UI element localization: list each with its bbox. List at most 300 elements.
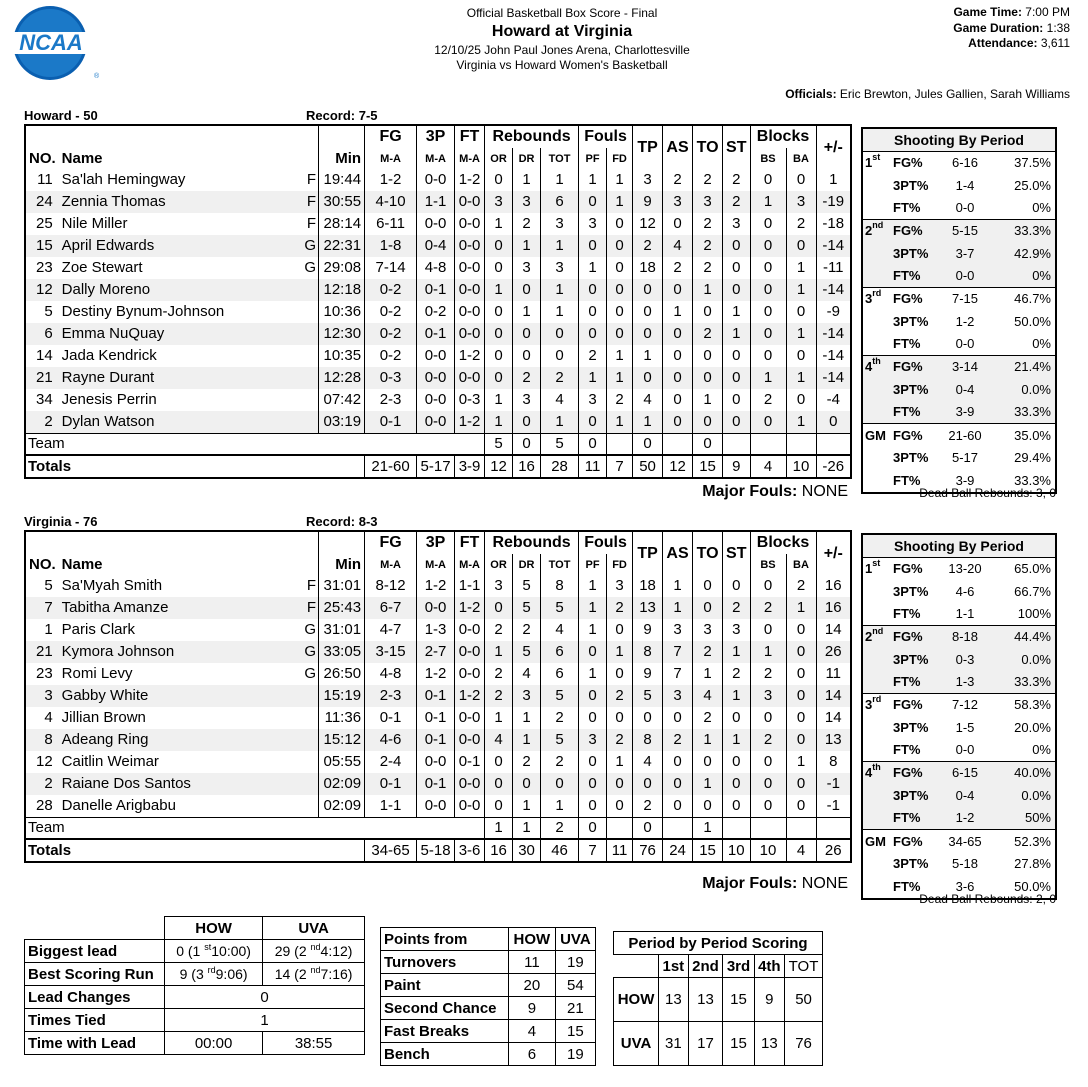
sbp-percent: 21.4% [995,356,1055,379]
player-position [301,367,318,389]
player-name: Paris Clark [61,621,136,638]
stat-cell: 0 [663,707,693,729]
stat-cell: 1 [485,279,513,301]
stat-cell: 2 [607,389,633,411]
stat-cell: 0 [579,191,607,213]
time-lead-uva: 38:55 [263,1032,365,1055]
sbp-row [863,242,1055,265]
stat-cell: 2-7 [417,641,455,663]
sbp-row [863,580,1055,603]
player-number: 23 [35,259,53,276]
stat-cell: 2 [663,169,693,191]
col-plusminus: +/- [816,126,850,169]
sbp-title: Shooting By Period [863,129,1055,152]
period-header: 1st [659,955,689,978]
period-team: HOW [614,978,659,1022]
stat-cell: 0 [485,795,513,817]
sbp-made-attempted: 7-15 [935,288,995,311]
stat-cell: 0-0 [455,191,485,213]
stat-cell: 2-4 [365,751,417,773]
player-position: G [304,665,317,682]
stat-cell: -14 [816,367,850,389]
stat-cell: 8 [541,575,579,597]
stat-cell: 0-0 [455,773,485,795]
stat-cell: 1-8 [365,235,417,257]
player-number: 15 [26,235,59,257]
stat-cell: 0 [633,323,663,345]
stat-cell: 8 [633,641,663,663]
stat-cell: 0 [786,707,816,729]
points-from-category: Paint [381,974,509,997]
sbp-stat-label: FT% [893,336,921,352]
points-from-how: 20 [509,974,556,997]
stat-cell: 0 [723,707,750,729]
stat-cell: 1 [513,235,541,257]
stat-cell: 0 [786,619,816,641]
stat-cell: 0-1 [417,773,455,795]
sbp-row [863,671,1055,694]
stat-cell: 2 [633,795,663,817]
period-scoring-title: Period by Period Scoring [614,932,823,955]
totals-stat-cell: 10 [750,839,786,861]
biggest-lead-uva: 29 (2 $^{nd}$4:12) [263,940,365,963]
stat-cell: 1 [579,663,607,685]
player-name: Sa'Myah Smith [61,577,163,594]
team-stat-cell [750,817,786,839]
totals-stat-cell: 11 [579,455,607,477]
sbp-stat-label: 3PT% [893,583,929,599]
stat-cell: 0 [607,279,633,301]
sbp-made-attempted: 1-2 [935,807,995,830]
stat-cell: 0 [750,323,786,345]
totals-stat-cell: 5-18 [417,839,455,861]
stat-cell: 1 [633,345,663,367]
player-number: 25 [35,215,53,232]
player-name: Jillian Brown [61,709,146,726]
stat-cell: 26 [816,641,850,663]
stat-cell: 2 [786,213,816,235]
stat-cell: 2 [485,685,513,707]
col-min: Min [319,554,365,575]
player-position [301,685,318,707]
team-stat-cell: 1 [513,817,541,839]
game-venue: 12/10/25 John Paul Jones Arena, Charlottesville [434,43,690,57]
player-name: April Edwards [59,235,302,257]
stat-cell: 0 [513,773,541,795]
stat-cell: 0 [786,685,816,707]
stat-cell: 1 [541,795,579,817]
player-row [26,389,850,411]
summary-uva-header: UVA [263,917,365,940]
col-ft: FT [455,532,485,554]
stat-cell: 0 [786,345,816,367]
stat-cell: 0 [816,411,850,433]
col-ft: FT [455,126,485,148]
stat-cell: 0-0 [417,169,455,191]
stat-cell: 1-2 [455,411,485,433]
sbp-row [863,762,1055,785]
player-position [301,773,318,795]
sbp-period [863,875,891,898]
svg-text:®: ® [94,73,100,80]
stat-cell: 0-1 [417,707,455,729]
stat-cell: 18 [633,257,663,279]
stat-cell: 4-10 [365,191,417,213]
stat-cell: 0 [786,729,816,751]
stat-cell: 0 [513,411,541,433]
sbp-period [863,717,891,740]
totals-stat-cell: 9 [723,455,750,477]
stat-cell: 0-2 [417,301,455,323]
stat-cell: 0 [786,773,816,795]
player-name: Raiane Dos Santos [59,773,302,795]
sbp-percent: 52.3% [995,830,1055,853]
stat-cell: 0 [693,411,723,433]
stat-cell: 0 [607,795,633,817]
stat-cell: 3 [663,685,693,707]
stat-cell: 9 [633,663,663,685]
stat-cell: 0 [723,773,750,795]
team-stat-cell: 0 [579,817,607,839]
stat-cell: 1 [723,729,750,751]
period-score: 17 [688,1022,723,1066]
game-subtitle: Virginia vs Howard Women's Basketball [456,58,668,72]
stat-cell: 0 [607,301,633,323]
col-min: Min [319,148,365,169]
col-3p: 3P [417,126,455,148]
best-run-how: 9 (3 $^{rd}$9:06) [165,963,263,986]
stat-cell: 3 [693,191,723,213]
sbp-made-attempted: 8-18 [935,626,995,649]
stat-cell: 3 [579,389,607,411]
sbp-stat-label: 3PT% [891,379,935,402]
sbp-period: 2nd [863,626,891,649]
player-number: 21 [26,641,59,663]
stat-cell: 0 [786,235,816,257]
stat-cell: 0 [723,411,750,433]
stat-cell: 0 [663,279,693,301]
sbp-period [863,469,891,492]
sbp-made-attempted: 3-9 [955,472,975,488]
stat-cell: 0-0 [455,367,485,389]
player-row [26,411,850,433]
stat-cell: 4 [513,663,541,685]
stat-cell: 1 [541,301,579,323]
sbp-row [863,152,1055,175]
sbp-stat-label: FT% [893,742,921,758]
sbp-stat-label: FG% [891,288,935,311]
stat-cell: 0-0 [455,707,485,729]
col-plusminus: +/- [816,532,850,575]
player-minutes: 11:36 [319,707,365,729]
stat-cell: -14 [816,279,850,301]
sbp-made-attempted: 4-6 [955,583,975,599]
stat-cell: 2 [513,619,541,641]
sbp-stat-label: 3PT% [891,242,935,265]
sbp-stat-label: FG% [893,561,923,577]
stat-cell: 1 [786,411,816,433]
stat-cell: 0 [633,773,663,795]
sbp-made-attempted: 6-15 [935,762,995,785]
stat-cell: 1 [541,279,579,301]
sbp-made-attempted: 1-5 [955,719,975,735]
player-position: F [306,577,317,594]
player-minutes: 10:35 [319,345,365,367]
stat-cell: 2 [723,191,750,213]
sbp-row [863,785,1055,808]
away-team-record: Record: 7-5 [306,108,378,123]
stat-cell: 0-2 [365,345,417,367]
stat-cell: 0-0 [417,345,455,367]
stat-cell: 3 [513,685,541,707]
points-from-uva: 19 [555,1043,595,1066]
player-minutes: 28:14 [319,213,365,235]
stat-cell: 0 [786,169,816,191]
report-type: Official Basketball Box Score - Final [466,6,658,20]
period-score: 13 [659,978,689,1022]
sbp-period: GM [863,830,891,853]
team-stat-cell [816,433,850,455]
stat-cell: 0-0 [455,641,485,663]
team-stat-cell: 0 [633,433,663,455]
stat-cell: 1 [663,575,693,597]
points-from-how: 11 [509,951,556,974]
away-sbp-table [863,129,1055,492]
totals-stat-cell: 16 [485,839,513,861]
stat-cell: -11 [816,257,850,279]
report-header [330,6,794,73]
totals-stat-cell: 4 [750,455,786,477]
stat-cell: 2 [723,663,750,685]
totals-stat-cell: 3-6 [455,839,485,861]
sbp-percent: 29.4% [1014,449,1051,465]
sbp-title: Shooting By Period [863,535,1055,558]
player-minutes: 26:50 [319,663,365,685]
totals-stat-cell: 46 [541,839,579,861]
stat-cell: 0 [579,323,607,345]
stat-cell: 2-3 [365,389,417,411]
points-from-uva: 21 [555,997,595,1020]
team-stat-cell [455,817,485,839]
stat-cell: 0 [607,619,633,641]
stat-cell: 1 [607,367,633,389]
stat-cell: 0 [723,345,750,367]
stat-cell: 0 [750,345,786,367]
sbp-made-attempted: 6-16 [951,155,979,171]
stat-cell: 0 [693,345,723,367]
stat-cell: 3 [485,575,513,597]
stat-cell: 0-1 [455,751,485,773]
player-minutes: 31:01 [319,575,365,597]
stat-cell: 0 [750,575,786,597]
team-stat-cell [365,817,417,839]
stat-cell: 0 [723,795,750,817]
player-minutes: 05:55 [319,751,365,773]
player-name: Dylan Watson [59,411,302,433]
col-blocks: Blocks [750,126,816,148]
stat-cell: 1 [513,301,541,323]
player-row [26,279,850,301]
sbp-percent: 33.3% [995,671,1055,694]
sbp-percent: 0.0% [995,379,1055,402]
player-position: G [304,621,317,638]
player-row [26,235,850,257]
player-minutes: 33:05 [319,641,365,663]
totals-stat-cell: 10 [786,455,816,477]
team-label: Team [26,817,319,839]
stat-cell: 0 [693,367,723,389]
totals-row [26,839,850,861]
player-row [26,191,850,213]
team-stat-cell: 1 [693,817,723,839]
sbp-percent: 100% [1017,606,1051,622]
stat-cell: 1-1 [417,191,455,213]
stat-cell: -1 [816,795,850,817]
stat-cell: 1-3 [417,619,455,641]
player-row [26,301,850,323]
logo-text: NCAA [19,30,83,55]
period-score: 13 [688,978,723,1022]
totals-stat-cell: 34-65 [365,839,417,861]
stat-cell: 1 [786,279,816,301]
player-number: 14 [35,347,53,364]
stat-cell: 1 [513,169,541,191]
stat-cell: 2 [723,597,750,619]
sbp-stat-label: 3PT% [893,719,929,735]
player-minutes: 31:01 [319,619,365,641]
col-rebounds: Rebounds [485,532,579,554]
sbp-percent: 0.0% [995,785,1055,808]
col-st: ST [723,532,750,575]
sbp-percent: 42.9% [995,242,1055,265]
player-number: 3 [26,685,59,707]
sbp-period: 1st [865,152,881,171]
period-team: UVA [614,1022,659,1066]
sbp-stat-label: FG% [891,830,935,853]
sbp-percent: 44.4% [995,626,1055,649]
player-minutes: 15:19 [319,685,365,707]
sbp-made-attempted: 5-18 [951,855,979,871]
stat-cell: 0 [485,597,513,619]
stat-cell: 0-0 [417,213,455,235]
sbp-made-attempted: 1-2 [955,313,975,329]
stat-cell: 0-1 [365,707,417,729]
period-score: 13 [754,1022,784,1066]
totals-stat-cell: 21-60 [365,455,417,477]
stat-cell: 1 [786,751,816,773]
team-stat-cell [786,433,816,455]
stat-cell: 1 [579,257,607,279]
sbp-row [863,379,1055,402]
player-minutes: 12:28 [319,367,365,389]
stat-cell: 0 [633,301,663,323]
stat-cell: 0 [663,213,693,235]
stat-cell: 0-0 [455,279,485,301]
team-stat-cell [786,817,816,839]
stat-cell: 3 [541,257,579,279]
player-number: 21 [26,367,59,389]
stat-cell: 2 [485,663,513,685]
stat-cell: 0 [750,795,786,817]
team-stat-cell: 2 [541,817,579,839]
sbp-period: 3rd [863,288,891,311]
player-position [301,301,318,323]
stat-cell: 8 [633,729,663,751]
stat-cell: 0 [723,389,750,411]
stat-cell: 5 [541,729,579,751]
stat-cell: 3 [579,213,607,235]
stat-cell: 0-0 [455,257,485,279]
totals-stat-cell: 16 [513,455,541,477]
player-row [26,641,850,663]
totals-stat-cell: 7 [607,455,633,477]
stat-cell: 0 [485,257,513,279]
player-minutes: 12:18 [319,279,365,301]
stat-cell: 0 [750,301,786,323]
stat-cell: 0 [579,685,607,707]
stat-cell: 2 [786,575,816,597]
stat-cell: 3 [579,729,607,751]
team-stat-cell: 0 [579,433,607,455]
game-time: 7:00 PM [1025,5,1070,19]
sbp-stat-label: FT% [893,606,921,622]
player-number: 8 [26,729,59,751]
sbp-row [863,197,1055,220]
stat-cell: 0-0 [455,663,485,685]
totals-label: Totals [26,839,319,861]
stat-cell: 1 [579,597,607,619]
stat-cell: 0 [693,795,723,817]
stat-cell: 0 [786,389,816,411]
stat-cell: 2 [750,729,786,751]
points-how-header: HOW [509,928,556,951]
sbp-made-attempted: 0-0 [935,265,995,288]
sbp-made-attempted: 5-15 [935,220,995,243]
sbp-percent: 33.3% [995,220,1055,243]
sbp-stat-label: 3PT% [891,648,935,671]
sbp-stat-label: 3PT% [893,855,929,871]
stat-cell: 2 [607,597,633,619]
stat-cell: 1 [816,169,850,191]
points-from-category: Second Chance [381,997,509,1020]
period-scoring-table [613,931,823,1066]
stat-cell: 2 [693,707,723,729]
player-row [26,213,850,235]
stat-cell: 2 [693,235,723,257]
points-from-row [381,997,596,1020]
player-name: Kymora Johnson [59,641,302,663]
sbp-row [863,220,1055,243]
sbp-period [863,265,891,288]
team-stat-cell: 5 [541,433,579,455]
sbp-period [863,853,891,876]
team-row [26,817,850,839]
sbp-stat-label: FG% [891,626,935,649]
team-stat-cell [663,433,693,455]
sbp-percent: 35.0% [995,424,1055,447]
sbp-period: 2nd [863,220,891,243]
stat-cell: 0 [607,663,633,685]
player-row [26,575,850,597]
stat-cell: 0 [513,279,541,301]
sbp-stat-label: FG% [891,220,935,243]
player-number: 4 [44,709,53,726]
player-position [301,707,318,729]
sbp-row [863,424,1055,447]
team-stat-cell [723,817,750,839]
player-row [26,345,850,367]
stat-cell: 0 [750,169,786,191]
